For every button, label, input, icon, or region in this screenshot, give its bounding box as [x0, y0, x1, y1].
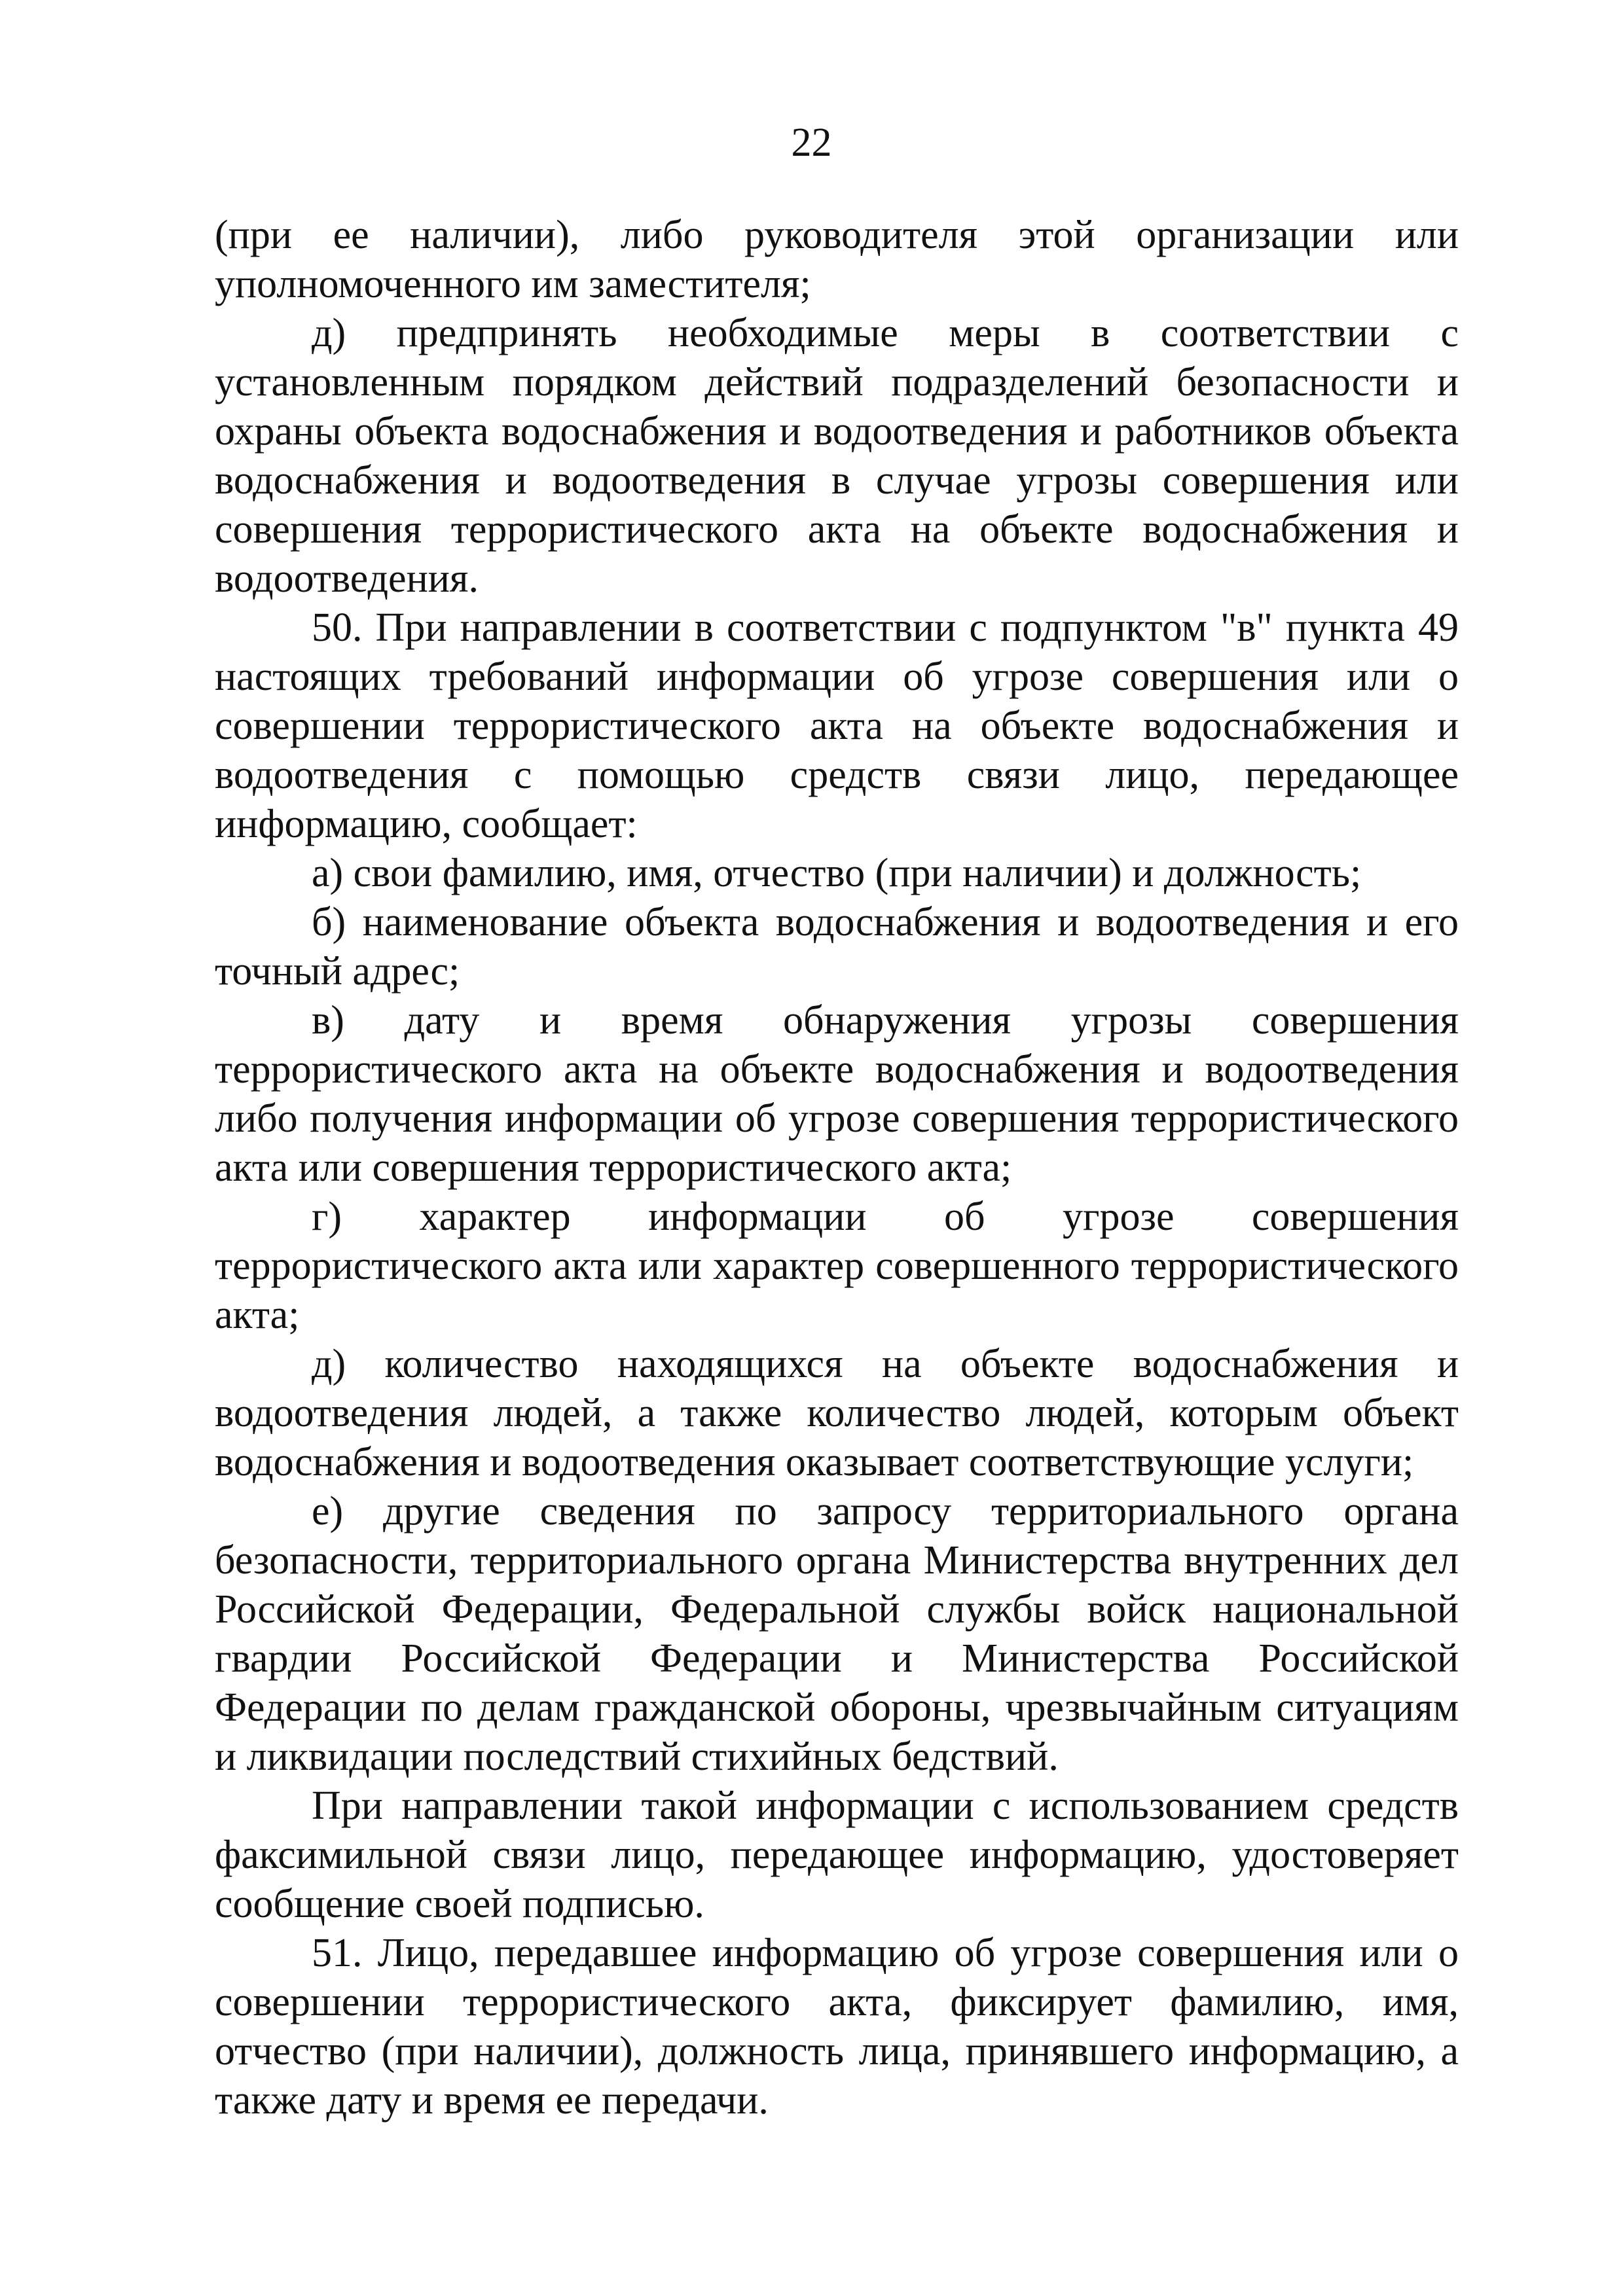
paragraph-item-d-count: д) количество находящихся на объекте водоснабжения и водоотведения людей, а также количество людей, которым объект водоснабжения и водоотведения оказывает соответствующие услуги; — [215, 1342, 1459, 1484]
paragraph-50: 50. При направлении в соответствии с подпунктом "в" пункта 49 настоящих требований информации об угрозе совершения или о совершении террористического акта на объекте водоснабжения и водоотведения с помощью средств связи лицо, передающее информацию, сообщает: — [215, 605, 1459, 846]
page-number: 22 — [791, 120, 832, 165]
paragraph-item-e: е) другие сведения по запросу территориального органа безопасности, территориального органа Министерства внутренних дел Российской Федерации, Федеральной службы войск национальной гвардии Российской Федерации и Министерства Российской Федерации по делам гражданской обороны, чрезвычайным ситуациям и ликвидации последствий стихийных бедствий. — [215, 1489, 1459, 1779]
paragraph-fax: При направлении такой информации с использованием средств факсимильной связи лицо, передающее информацию, удостоверяет сообщение своей подписью. — [215, 1784, 1459, 1926]
paragraph-item-b: б) наименование объекта водоснабжения и водоотведения и его точный адрес; — [215, 900, 1459, 994]
paragraph-item-g: г) характер информации об угрозе совершения террористического акта или характер совершенного террористического акта; — [215, 1194, 1459, 1337]
document-body — [215, 211, 1459, 2125]
paragraph-item-d-measures: д) предпринять необходимые меры в соответствии с установленным порядком действий подразделений безопасности и охраны объекта водоснабжения и водоотведения и работников объекта водоснабжения и водоотведения в случае угрозы совершения или совершения террористического акта на объекте водоснабжения и водоотведения. — [215, 311, 1459, 601]
paragraph-item-a: а) свои фамилию, имя, отчество (при наличии) и должность; — [312, 851, 1362, 895]
paragraph-continuation: (при ее наличии), либо руководителя этой организации или уполномоченного им заместителя; — [215, 213, 1459, 306]
paragraph-51: 51. Лицо, передавшее информацию об угрозе совершения или о совершении террористического акта, фиксирует фамилию, имя, отчество (при наличии), должность лица, принявшего информацию, а также дату и время ее передачи. — [215, 1931, 1459, 2123]
paragraph-item-v: в) дату и время обнаружения угрозы совершения террористического акта на объекте водоснабжения и водоотведения либо получения информации об угрозе совершения террористического акта или совершения террористического акта; — [215, 998, 1459, 1190]
